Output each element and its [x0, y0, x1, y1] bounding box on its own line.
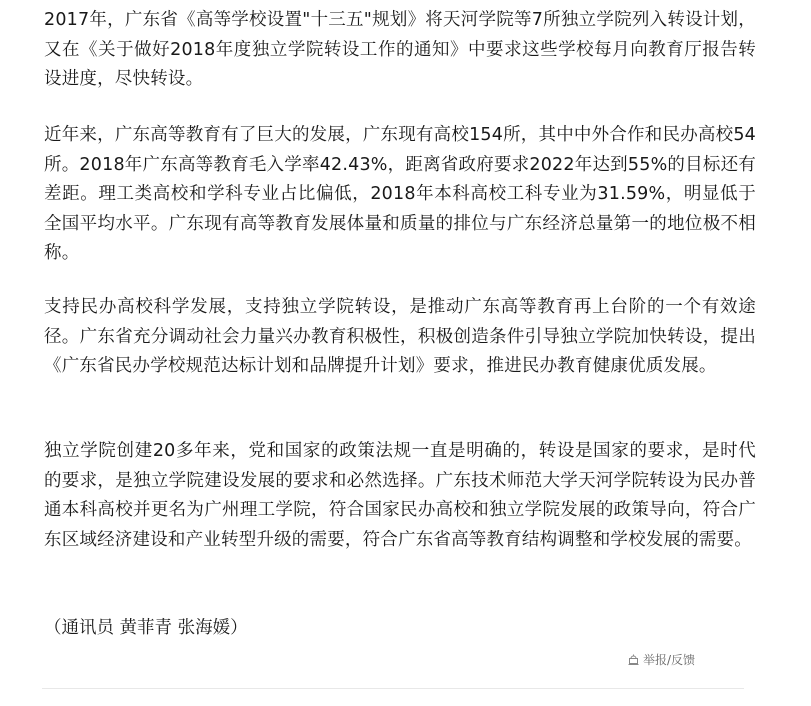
article-paragraph-4: 独立学院创建20多年来，党和国家的政策法规一直是明确的，转设是国家的要求，是时代的要求，是独立学院建设发展的要求和必然选择。广东技术师范大学天河学院转设为民办普通本科高校并更名为广州理工学院，符合国家民办高校和独立学院发展的政策导向，符合广东区域经济建设和产业转型升级的需要，符合广东省高等教育结构调整和学校发展的需要。 — [44, 441, 756, 550]
report-feedback-link[interactable] — [628, 651, 695, 668]
article-paragraph-2: 近年来，广东高等教育有了巨大的发展，广东现有高校154所，其中中外合作和民办高校54所。2018年广东高等教育毛入学率42.43%，距离省政府要求2022年达到55%的目标还有差距。理工类高校和学科专业占比偏低，2018年本科高校工科专业为31.59%，明显低于全国平均水平。广东现有高等教育发展体量和质量的排位与广东经济总量第一的地位极不相称。 — [44, 125, 756, 263]
article-paragraph-1: 2017年，广东省《高等学校设置"十三五"规划》将天河学院等7所独立学院列入转设计划，又在《关于做好2018年度独立学院转设工作的通知》中要求这些学校每月向教育厅报告转设进度，尽快转设。 — [44, 10, 756, 89]
report-icon — [628, 654, 639, 666]
article-paragraph-3: 支持民办高校科学发展，支持独立学院转设，是推动广东高等教育再上台阶的一个有效途径。广东省充分调动社会力量兴办教育积极性，积极创造条件引导独立学院加快转设，提出《广东省民办学校规范达标计划和品牌提升计划》要求，推进民办教育健康优质发展。 — [44, 297, 756, 376]
article-byline: （通讯员 黄菲青 张海媛） — [44, 618, 248, 638]
report-label: 举报/反馈 — [643, 653, 696, 667]
footer-divider — [42, 688, 744, 689]
